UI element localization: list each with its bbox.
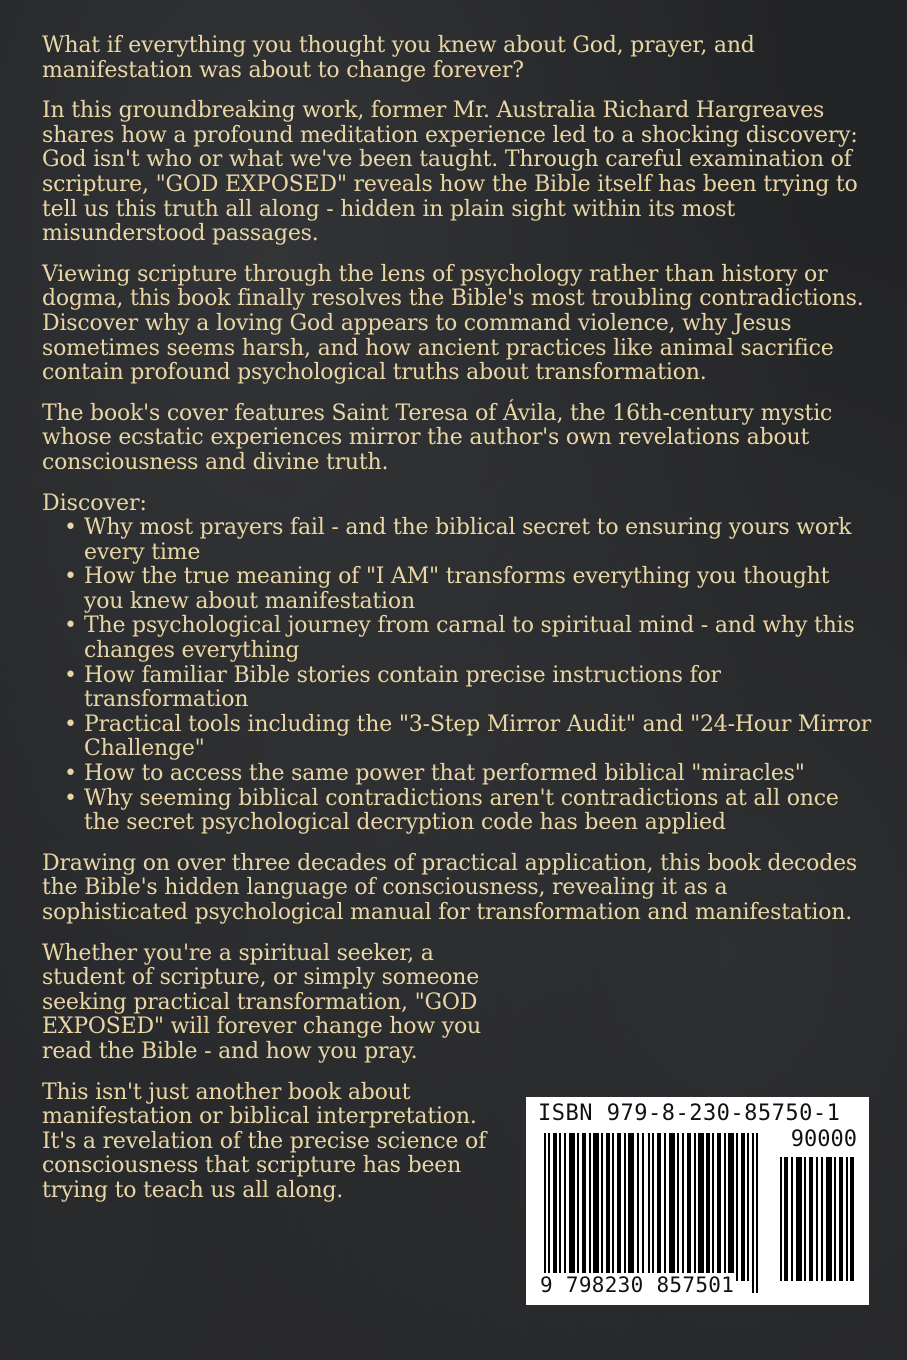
paragraph-final: This isn't just another book about manifestation or biblical interpretation. It's a revelation of the precise science of consciousness that scripture has been trying to teach us all along. [42,1079,487,1203]
paragraph-author: In this groundbreaking work, former Mr. Australia Richard Hargreaves shares how a profound meditation experience led to a shocking discovery: God isn't who or what we've been taught. Through careful examination of scripture, "GOD EXPOSED" reveals how the Bible itself has been trying to tell us this truth all along - hidden in plain sight within its most misunderstood passages. [42,98,858,247]
list-item: • How familiar Bible stories contain precise instructions for transformation [64,664,872,713]
ean-barcode-bars [538,1133,770,1293]
discover-heading: Discover: [42,490,147,516]
price-barcode-bars [778,1157,858,1281]
paragraph-decades: Drawing on over three decades of practical application, this book decodes the Bible's hidden language of consciousness, revealing it as a sophisticated psychological manual for transformation and manifestation. [42,850,857,925]
paragraph-psychology: Viewing scripture through the lens of psychology rather than history or dogma, this book finally resolves the Bible's most troubling contradictions. Discover why a loving God appears to command violence, why Jesus sometimes seems harsh, and how ancient practices like animal sacrifice contain profound psychological truths about transformation. [42,261,864,386]
isbn-barcode [526,1097,869,1305]
barcode-digits: 9 798230 857501 [540,1273,735,1297]
paragraph-seeker: Whether you're a spiritual seeker, a student of scripture, or simply someone seeking practical transformation, "GOD EXPOSED" will forever change how you read the Bible - and how you pray. [42,940,482,1064]
paragraph-cover: The book's cover features Saint Teresa of Ávila, the 16th-century mystic whose ecstatic experiences mirror the author's own revelations about consciousness and divine truth. [42,400,833,475]
isbn-label: ISBN 979-8-230-85750-1 [538,1101,841,1126]
list-item: • The psychological journey from carnal to spiritual mind - and why this changes everything [64,614,872,663]
list-item: • Why most prayers fail - and the biblical secret to ensuring yours work every time [64,516,872,565]
list-item: • How the true meaning of "I AM" transforms everything you thought you knew about manifestation [64,565,872,614]
back-cover-text [42,34,872,1220]
price-code: 90000 [790,1127,857,1152]
list-item: • Practical tools including the "3-Step Mirror Audit" and "24-Hour Mirror Challenge" [64,713,872,762]
list-item: • How to access the same power that performed biblical "miracles" [64,762,872,787]
list-item: • Why seeming biblical contradictions aren't contradictions at all once the secret psychological decryption code has been applied [64,787,872,836]
discover-list [42,516,872,836]
intro-question: What if everything you thought you knew about God, prayer, and manifestation was about to change forever? [42,33,755,83]
